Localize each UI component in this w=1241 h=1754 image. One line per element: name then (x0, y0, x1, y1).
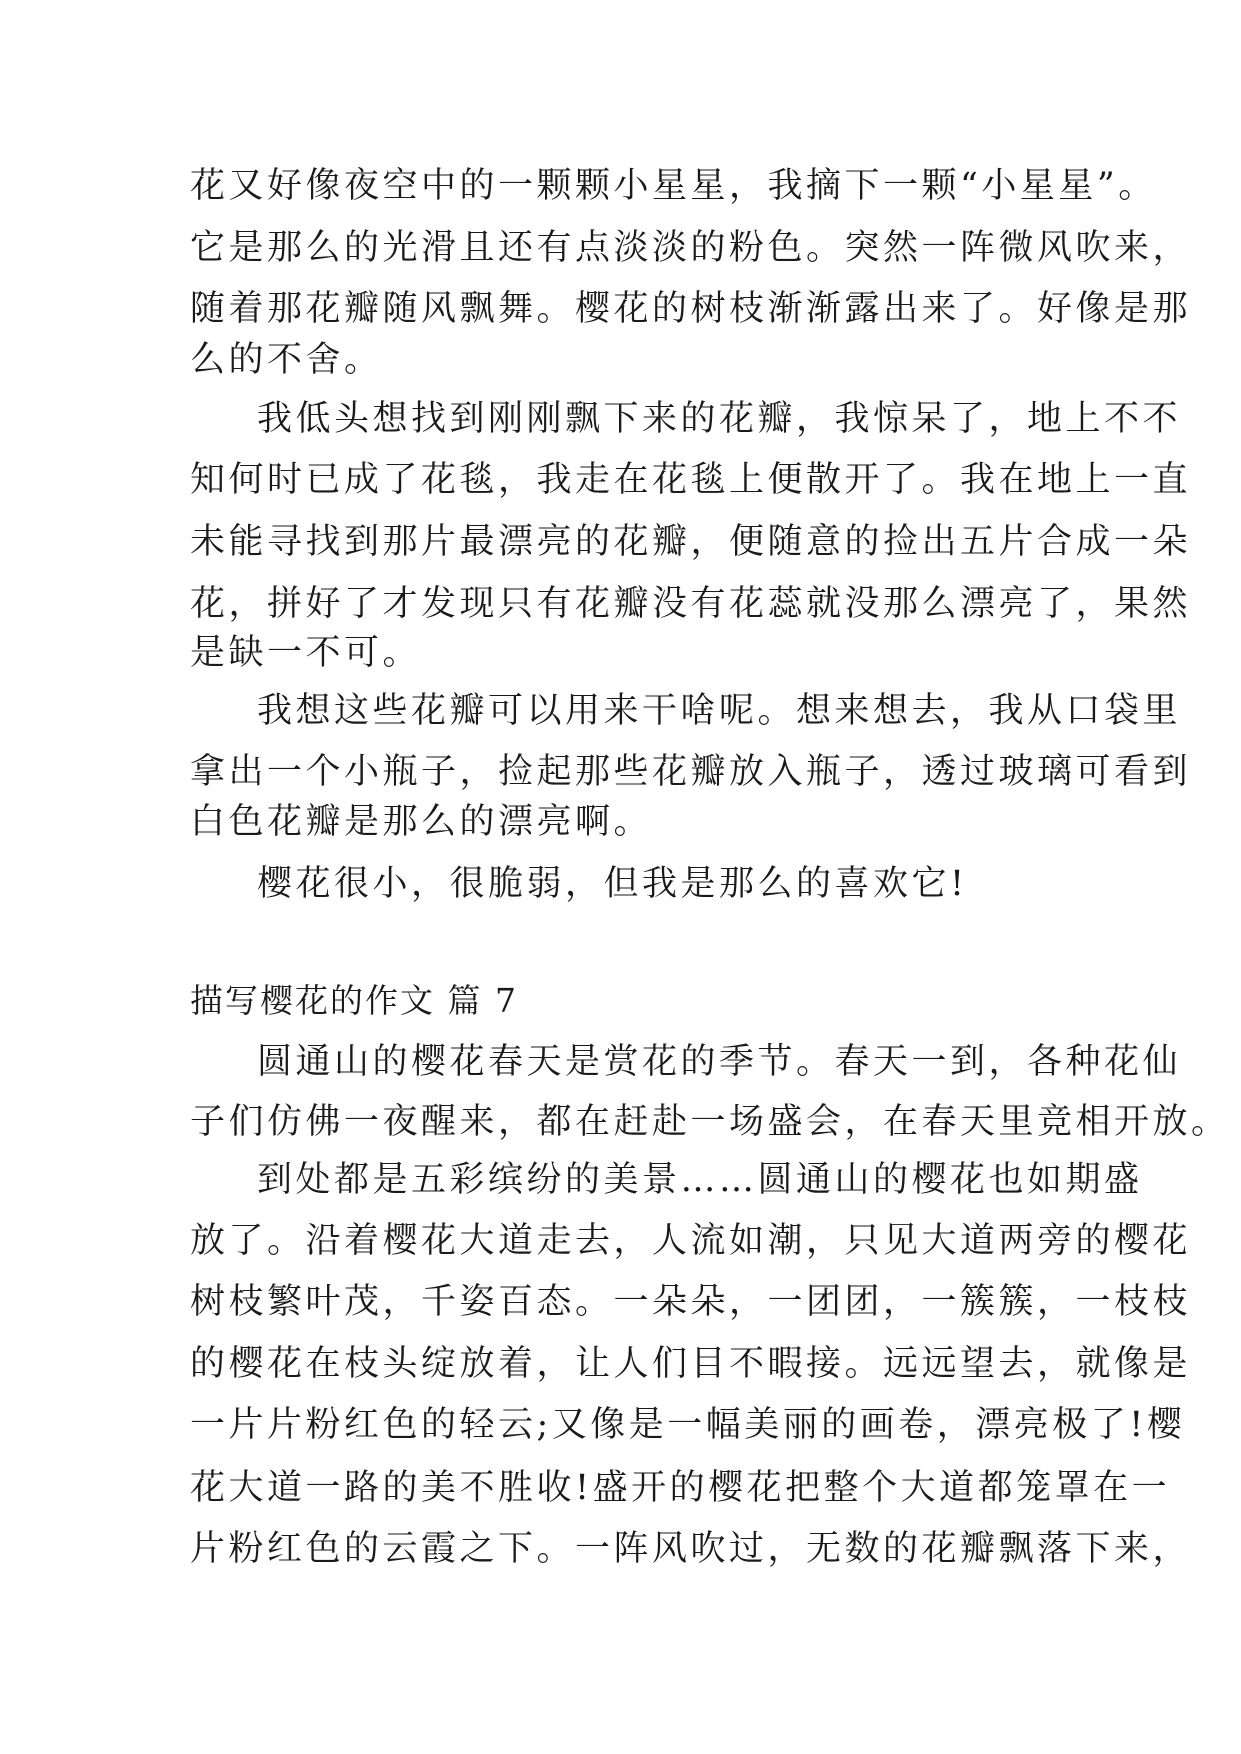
paragraph-line: 花大道一路的美不胜收!盛开的樱花把整个大道都笼罩在一 (190, 1468, 1171, 1508)
paragraph-line: 它是那么的光滑且还有点淡淡的粉色。突然一阵微风吹来， (190, 228, 1192, 268)
paragraph-line: 么的不舍。 (190, 340, 383, 380)
paragraph-line: 一片片粉红色的轻云;又像是一幅美丽的画卷，漂亮极了!樱 (190, 1405, 1186, 1445)
paragraph-line: 我低头想找到刚刚飘下来的花瓣，我惊呆了，地上不不 (257, 399, 1182, 439)
paragraph-line: 是缺一不可。 (190, 633, 422, 673)
paragraph-line: 拿出一个小瓶子，捡起那些花瓣放入瓶子，透过玻璃可看到 (190, 752, 1192, 792)
section-heading: 描写樱花的作文 篇 7 (190, 981, 518, 1020)
paragraph-line: 子们仿佛一夜醒来，都在赶赴一场盛会，在春天里竞相开放。 (190, 1102, 1230, 1142)
paragraph-line: 放了。沿着樱花大道走去，人流如潮，只见大道两旁的樱花 (190, 1221, 1192, 1261)
paragraph-line: 圆通山的樱花春天是赏花的季节。春天一到，各种花仙 (257, 1042, 1182, 1082)
paragraph-line: 随着那花瓣随风飘舞。樱花的树枝渐渐露出来了。好像是那 (190, 289, 1192, 329)
paragraph-line: 未能寻找到那片最漂亮的花瓣，便随意的捡出五片合成一朵 (190, 522, 1192, 562)
paragraph-line: 白色花瓣是那么的漂亮啊。 (190, 802, 653, 842)
paragraph-line: 花又好像夜空中的一颗颗小星星，我摘下一颗“小星星”。 (190, 166, 1157, 206)
paragraph-line: 樱花很小，很脆弱，但我是那么的喜欢它! (257, 864, 968, 904)
paragraph-line: 片粉红色的云霞之下。一阵风吹过，无数的花瓣飘落下来， (190, 1529, 1192, 1569)
paragraph-line: 知何时已成了花毯，我走在花毯上便散开了。我在地上一直 (190, 460, 1192, 500)
paragraph-line: 花，拼好了才发现只有花瓣没有花蕊就没那么漂亮了，果然 (190, 584, 1192, 624)
paragraph-line: 到处都是五彩缤纷的美景……圆通山的樱花也如期盛 (257, 1160, 1143, 1200)
paragraph-line: 树枝繁叶茂，千姿百态。一朵朵，一团团，一簇簇，一枝枝 (190, 1282, 1192, 1322)
paragraph-line: 的樱花在枝头绽放着，让人们目不暇接。远远望去，就像是 (190, 1344, 1192, 1384)
paragraph-line: 我想这些花瓣可以用来干啥呢。想来想去，我从口袋里 (257, 691, 1182, 731)
